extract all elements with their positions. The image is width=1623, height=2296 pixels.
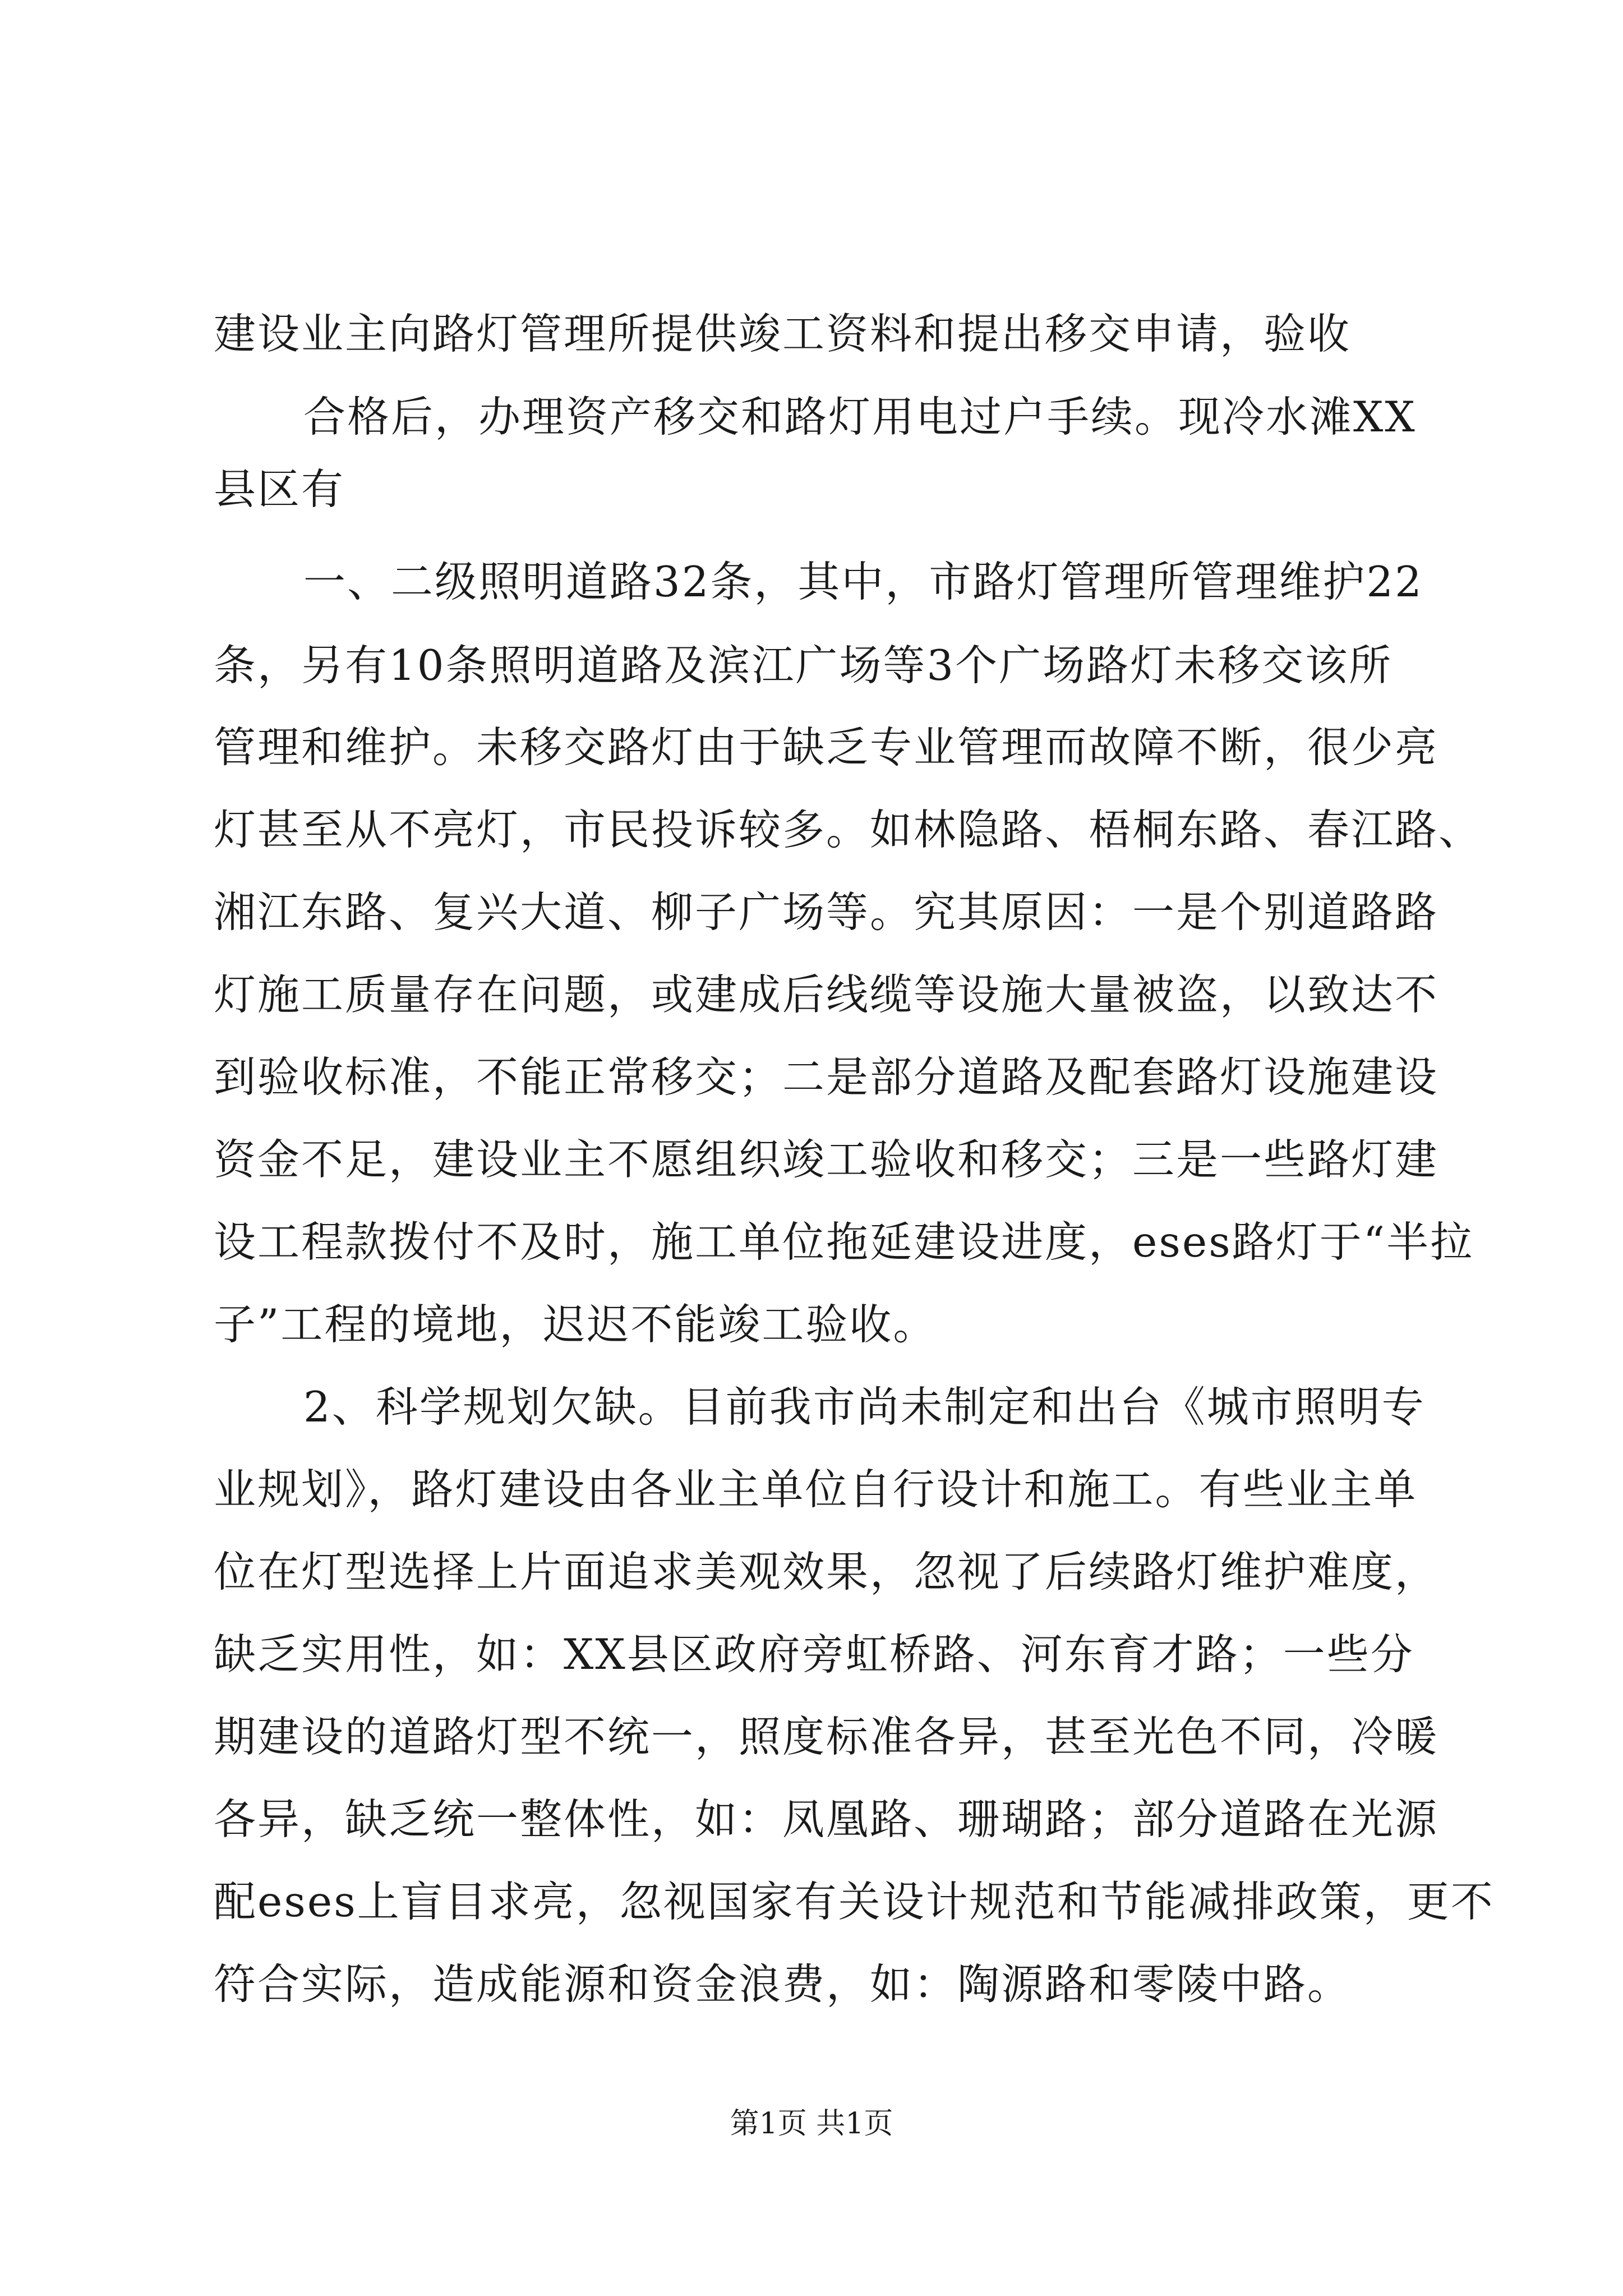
text-line-12: 设工程款拨付不及时，施工单位拖延建设进度，eses路灯于“半拉	[214, 1217, 1474, 1267]
text-line-10: 到验收标准，不能正常移交；二是部分道路及配套路灯设施建设	[214, 1052, 1439, 1102]
text-line-18: 期建设的道路灯型不统一，照度标准各异，甚至光色不同，冷暖	[214, 1712, 1439, 1761]
text-line-15: 业规划》，路灯建设由各业主单位自行设计和施工。有些业主单	[214, 1465, 1418, 1514]
text-line-4: 一、二级照明道路32条，其中，市路灯管理所管理维护22	[303, 557, 1423, 606]
text-line-6: 管理和维护。未移交路灯由于缺乏专业管理而故障不断，很少亮	[214, 723, 1439, 772]
text-line-20: 配eses上盲目求亮，忽视国家有关设计规范和节能减排政策，更不	[214, 1877, 1495, 1926]
text-line-13: 子”工程的境地，迟迟不能竣工验收。	[214, 1300, 937, 1349]
text-line-11: 资金不足，建设业主不愿组织竣工验收和移交；三是一些路灯建	[214, 1135, 1439, 1184]
text-line-17: 缺乏实用性，如：XX县区政府旁虹桥路、河东育才路；一些分	[214, 1630, 1414, 1679]
text-line-5: 条，另有10条照明道路及滨江广场等3个广场路灯未移交该所	[214, 641, 1393, 690]
text-line-3: 县区有	[214, 464, 345, 514]
text-line-14: 2、科学规划欠缺。目前我市尚未制定和出台《城市照明专	[303, 1382, 1426, 1432]
text-line-8: 湘江东路、复兴大道、柳子广场等。究其原因：一是个别道路路	[214, 887, 1439, 937]
text-line-1: 建设业主向路灯管理所提供竣工资料和提出移交申请，验收	[214, 309, 1352, 358]
text-line-7: 灯甚至从不亮灯，市民投诉较多。如林隐路、梧桐东路、春江路、	[214, 805, 1483, 854]
page-footer: 第1页 共1页	[730, 2107, 893, 2141]
text-line-19: 各异，缺乏统一整体性，如：凤凰路、珊瑚路；部分道路在光源	[214, 1795, 1439, 1844]
text-line-2: 合格后，办理资产移交和路灯用电过户手续。现冷水滩XX	[303, 392, 1417, 441]
text-line-9: 灯施工质量存在问题，或建成后线缆等设施大量被盗，以致达不	[214, 970, 1439, 1019]
text-line-16: 位在灯型选择上片面追求美观效果，忽视了后续路灯维护难度，	[214, 1547, 1439, 1596]
text-line-21: 符合实际，造成能源和资金浪费，如：陶源路和零陵中路。	[214, 1959, 1352, 2009]
